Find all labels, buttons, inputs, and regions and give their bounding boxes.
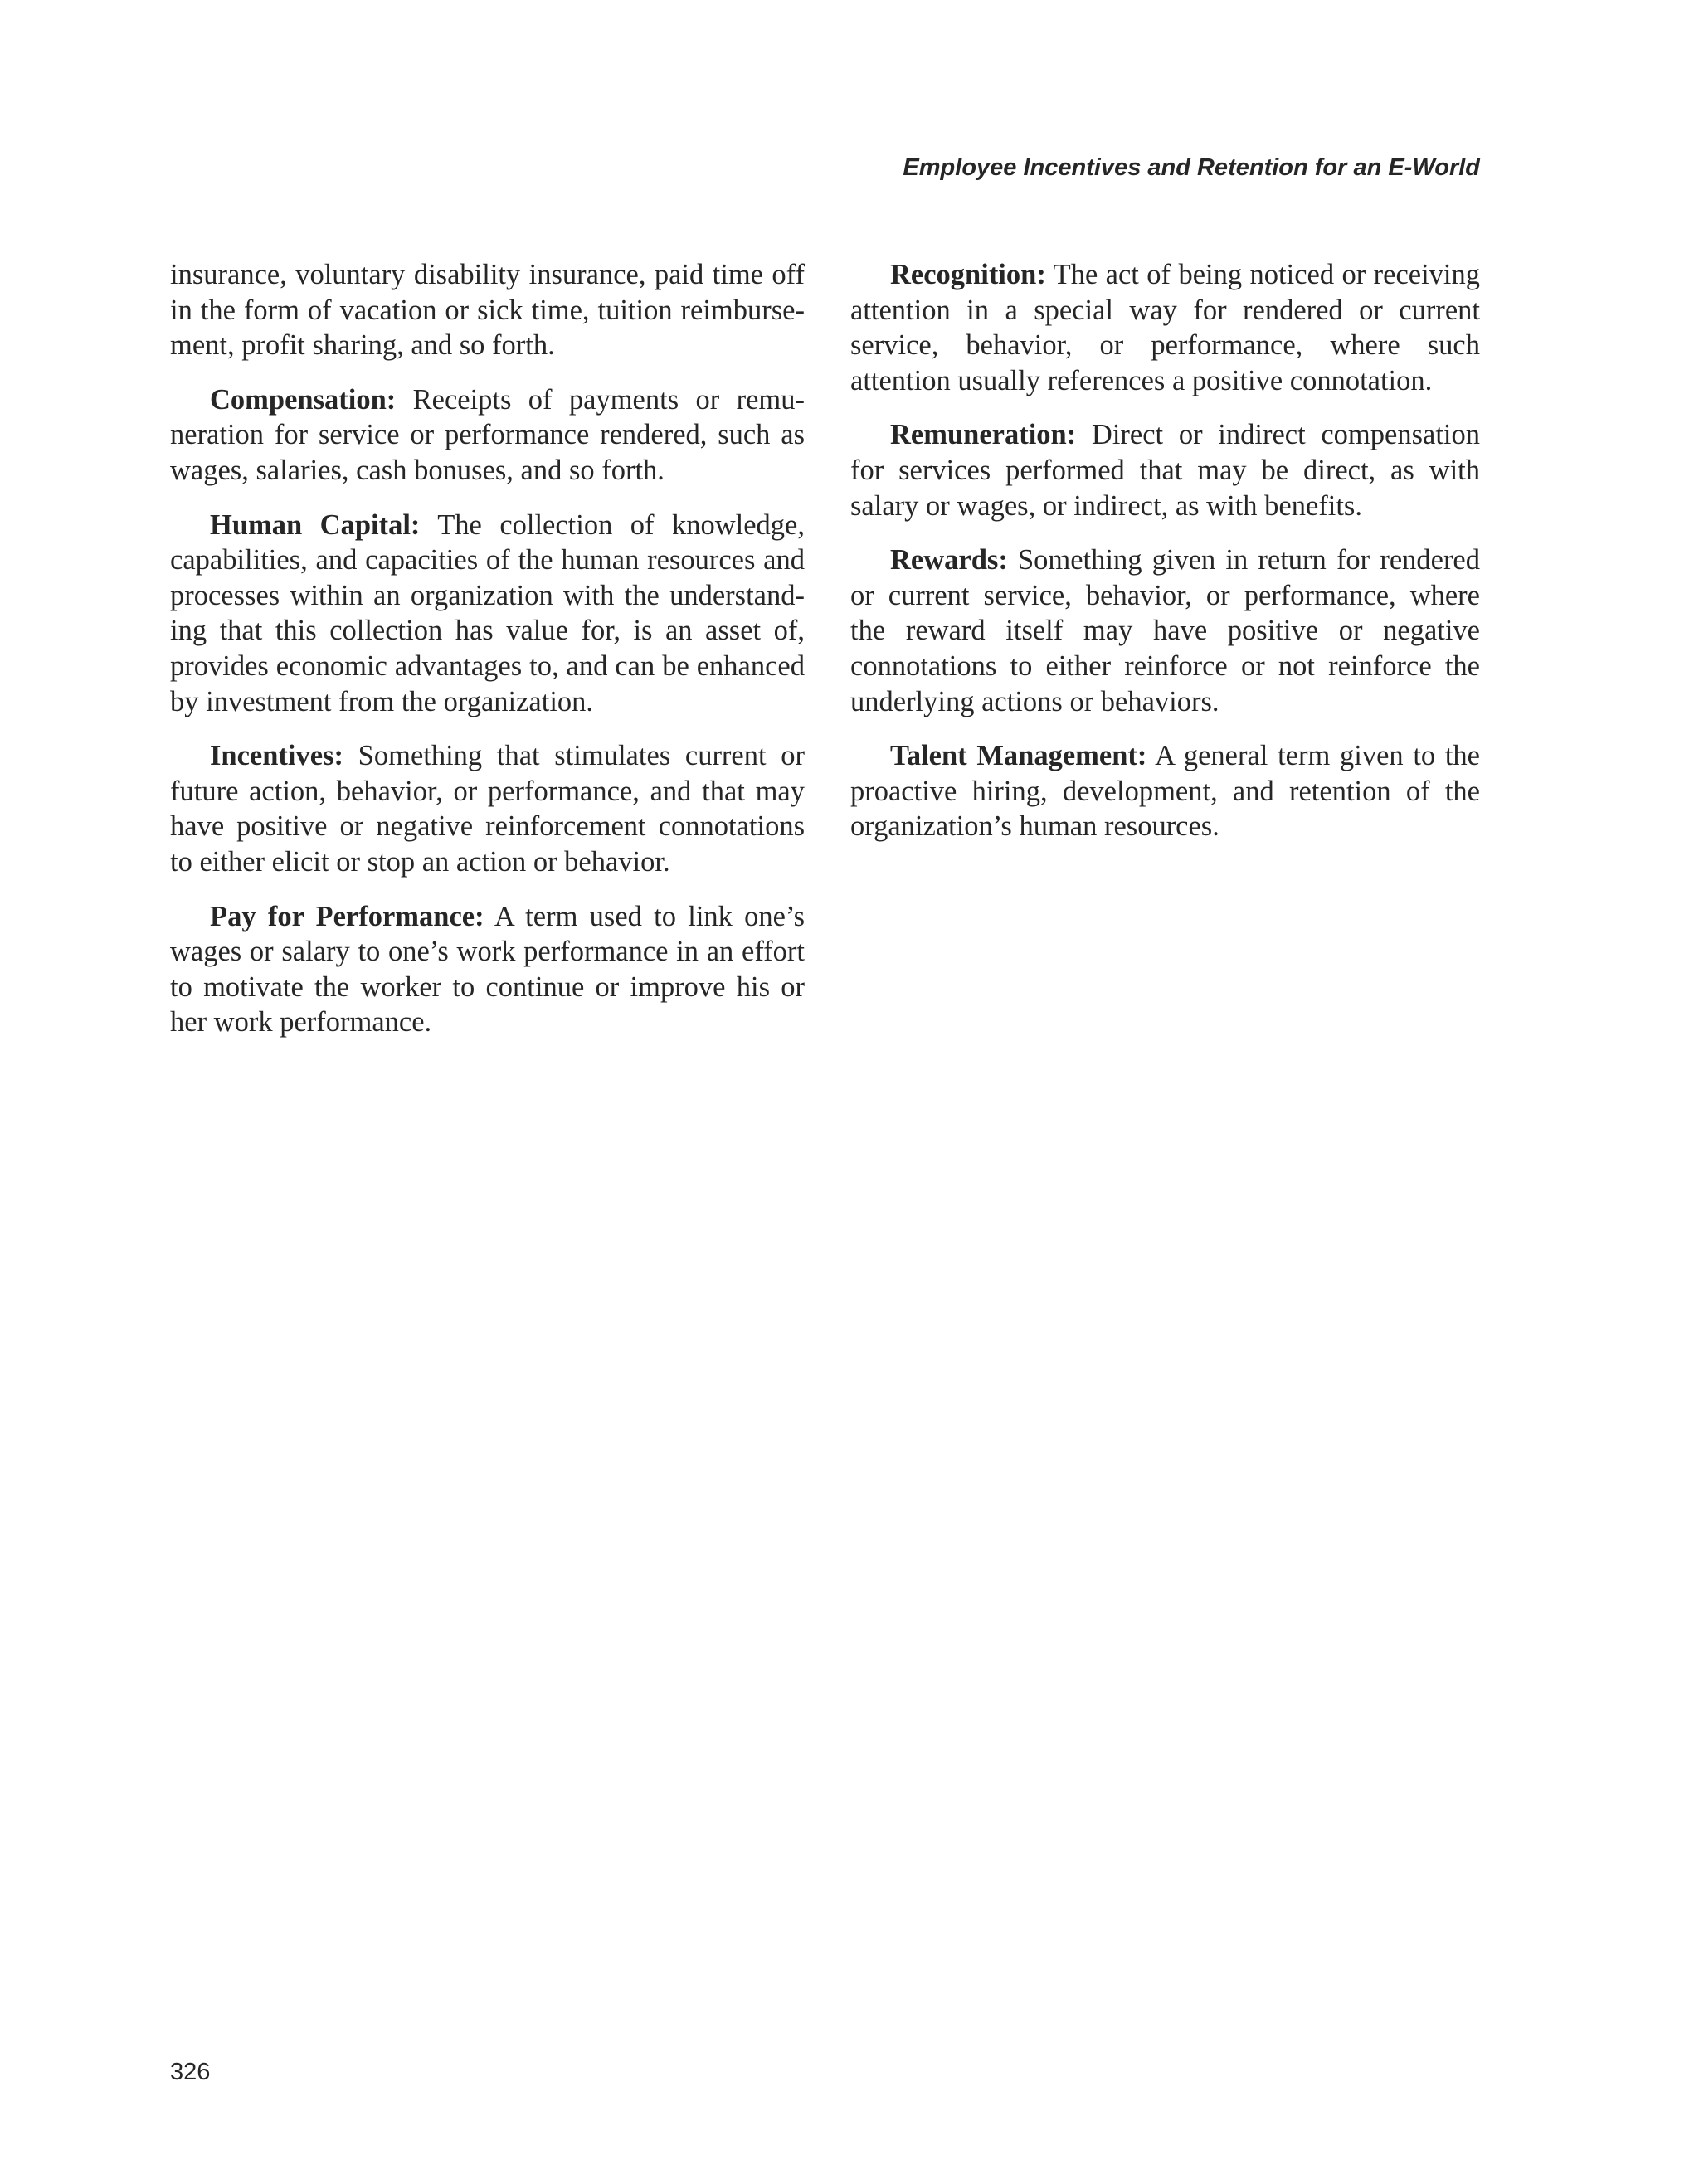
glossary-definition: Direct or indirect compensation for services performed that may be direct, as with salary or wages, or indirect, as with benefits. (850, 419, 1480, 522)
glossary-term: Compensation: (210, 383, 397, 416)
glossary-entry-rewards (850, 542, 1480, 719)
glossary-entry-incentives (170, 738, 805, 879)
glossary-definition: The act of being noticed or receiving attention in a special way for rendered or current service, behavior, or performance, where such attention usually references a positive connotation. (850, 259, 1480, 396)
glossary-term: Recognition: (890, 259, 1046, 290)
glossary-term: Human Capital: (210, 508, 421, 541)
glossary-entry-human-capital (170, 508, 805, 720)
glossary-definition: A general term given to the proactive hiring, development, and retention of the organization’s human resources. (850, 740, 1480, 843)
glossary-term: Rewards: (890, 544, 1008, 576)
continued-paragraph: insurance, voluntary disability insurance, paid time off in the form of vacation or sick time, tuition reimbursement, profit sharing, and so forth. (170, 259, 805, 362)
glossary-term: Remuneration: (890, 419, 1077, 451)
glossary-definition: Receipts of payments or remuneration for service or performance rendered, such as wages, salaries, cash bonuses, and so forth. (170, 383, 805, 486)
glossary-definition: A term used to link one’s wages or salary to one’s work performance in an effort to motivate the worker to continue or improve his or her work performance. (170, 900, 805, 1038)
glossary-definition: Something given in return for rendered or current service, behavior, or performance, where the reward itself may have positive or negative connotations to either reinforce or not reinforce the underlying actions or behaviors. (850, 544, 1480, 717)
glossary-entry-pay-for-performance (170, 899, 805, 1040)
glossary-term: Pay for Performance: (210, 900, 484, 932)
glossary-entry-talent-management (850, 738, 1480, 844)
glossary-entry-compensation (170, 382, 805, 489)
left-column (170, 257, 805, 1059)
glossary-term: Talent Management: (890, 740, 1147, 772)
glossary-entry-remuneration (850, 417, 1480, 523)
glossary-entry-recognition (850, 257, 1480, 398)
page-number: 326 (170, 2059, 211, 2085)
glossary-term: Incentives: (210, 740, 343, 772)
glossary-definition: The collection of knowledge, capabilities, and capacities of the human resources and processes within an organization with the understanding that this collection has value for, is an asset of, provides economic advantages to, and can be enhanced by investment from the organization. (170, 508, 805, 717)
glossary-definition: Something that stimulates current or future action, behavior, or performance, and that may have positive or negative reinforcement connotations to either elicit or stop an action or behavior. (170, 740, 805, 878)
right-column (850, 257, 1480, 863)
running-head-title: Employee Incentives and Retention for an E-World (903, 154, 1480, 181)
